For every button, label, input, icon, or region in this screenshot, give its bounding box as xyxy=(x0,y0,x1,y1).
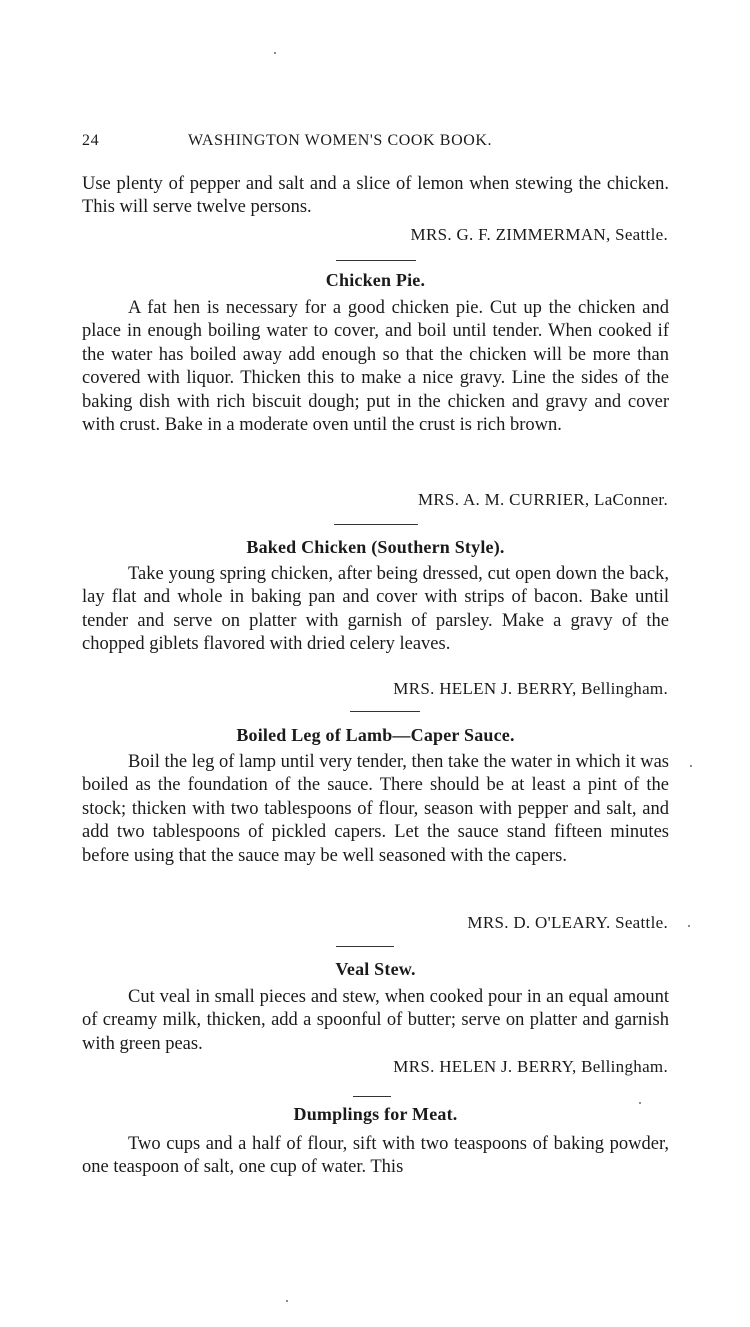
section-divider xyxy=(334,524,418,525)
recipe-title-baked-chicken: Baked Chicken (Southern Style). xyxy=(246,537,505,557)
recipe-title-veal-stew: Veal Stew. xyxy=(335,959,416,979)
continuation-paragraph: Use plenty of pepper and salt and a slice of lemon when stewing the chicken. This will serve twelve persons. xyxy=(82,174,669,218)
section-divider xyxy=(336,946,394,947)
section-divider xyxy=(350,711,420,712)
page-header xyxy=(82,132,667,154)
recipe-body-boiled-lamb: Boil the leg of lamp until very tender, then take the water in which it was boiled as the foundation of the sauce. There should be at least a pint of the stock; thicken with two tablespoons of flour, season with pepper and salt, and add two tablespoons of pickled capers. Let the sauce stand fifteen minutes before using that the sauce may be well seasoned with the capers. xyxy=(82,752,669,866)
recipe-signature-chicken-pie: MRS. A. M. CURRIER, LaConner. xyxy=(417,490,668,509)
recipe-body-baked-chicken: Take young spring chicken, after being dressed, cut open down the back, lay flat and whole in baking pan and cover with strips of bacon. Bake until tender and serve on platter with garnish of parsley. Make a gravy of the chopped giblets flavored with dried celery leaves. xyxy=(82,564,669,655)
scan-speck xyxy=(688,925,690,927)
running-title: WASHINGTON WOMEN'S COOK BOOK. xyxy=(188,132,493,149)
continuation-signature: MRS. G. F. ZIMMERMAN, Seattle. xyxy=(410,225,668,244)
recipe-signature-boiled-lamb: MRS. D. O'LEARY. Seattle. xyxy=(467,913,668,932)
recipe-title-chicken-pie: Chicken Pie. xyxy=(325,270,426,290)
recipe-signature-baked-chicken: MRS. HELEN J. BERRY, Bellingham. xyxy=(393,679,668,698)
recipe-title-boiled-lamb: Boiled Leg of Lamb—Caper Sauce. xyxy=(236,725,515,745)
scan-speck xyxy=(286,1300,288,1302)
scan-speck xyxy=(274,52,276,54)
recipe-body-chicken-pie: A fat hen is necessary for a good chicken pie. Cut up the chicken and place in enough boiling water to cover, and boil until tender. When cooked if the water has boiled away add enough so that the chicken will be more than covered with liquor. Thicken this to make a nice gravy. Line the sides of the baking dish with rich biscuit dough; put in the chicken and gravy and cover with crust. Bake in a moderate oven until the crust is rich brown. xyxy=(82,298,669,436)
recipe-signature-veal-stew: MRS. HELEN J. BERRY, Bellingham. xyxy=(393,1057,668,1076)
page-number: 24 xyxy=(82,132,100,149)
section-divider xyxy=(336,260,416,261)
recipe-body-dumplings: Two cups and a half of flour, sift with two teaspoons of baking powder, one teaspoon of salt, one cup of water. This xyxy=(82,1134,669,1178)
section-divider xyxy=(353,1096,391,1097)
recipe-title-dumplings: Dumplings for Meat. xyxy=(293,1104,458,1124)
scan-speck xyxy=(639,1102,641,1104)
recipe-body-veal-stew: Cut veal in small pieces and stew, when cooked pour in an equal amount of creamy milk, thicken, add a spoonful of butter; serve on platter and garnish with green peas. xyxy=(82,987,669,1054)
scan-speck xyxy=(690,765,692,767)
